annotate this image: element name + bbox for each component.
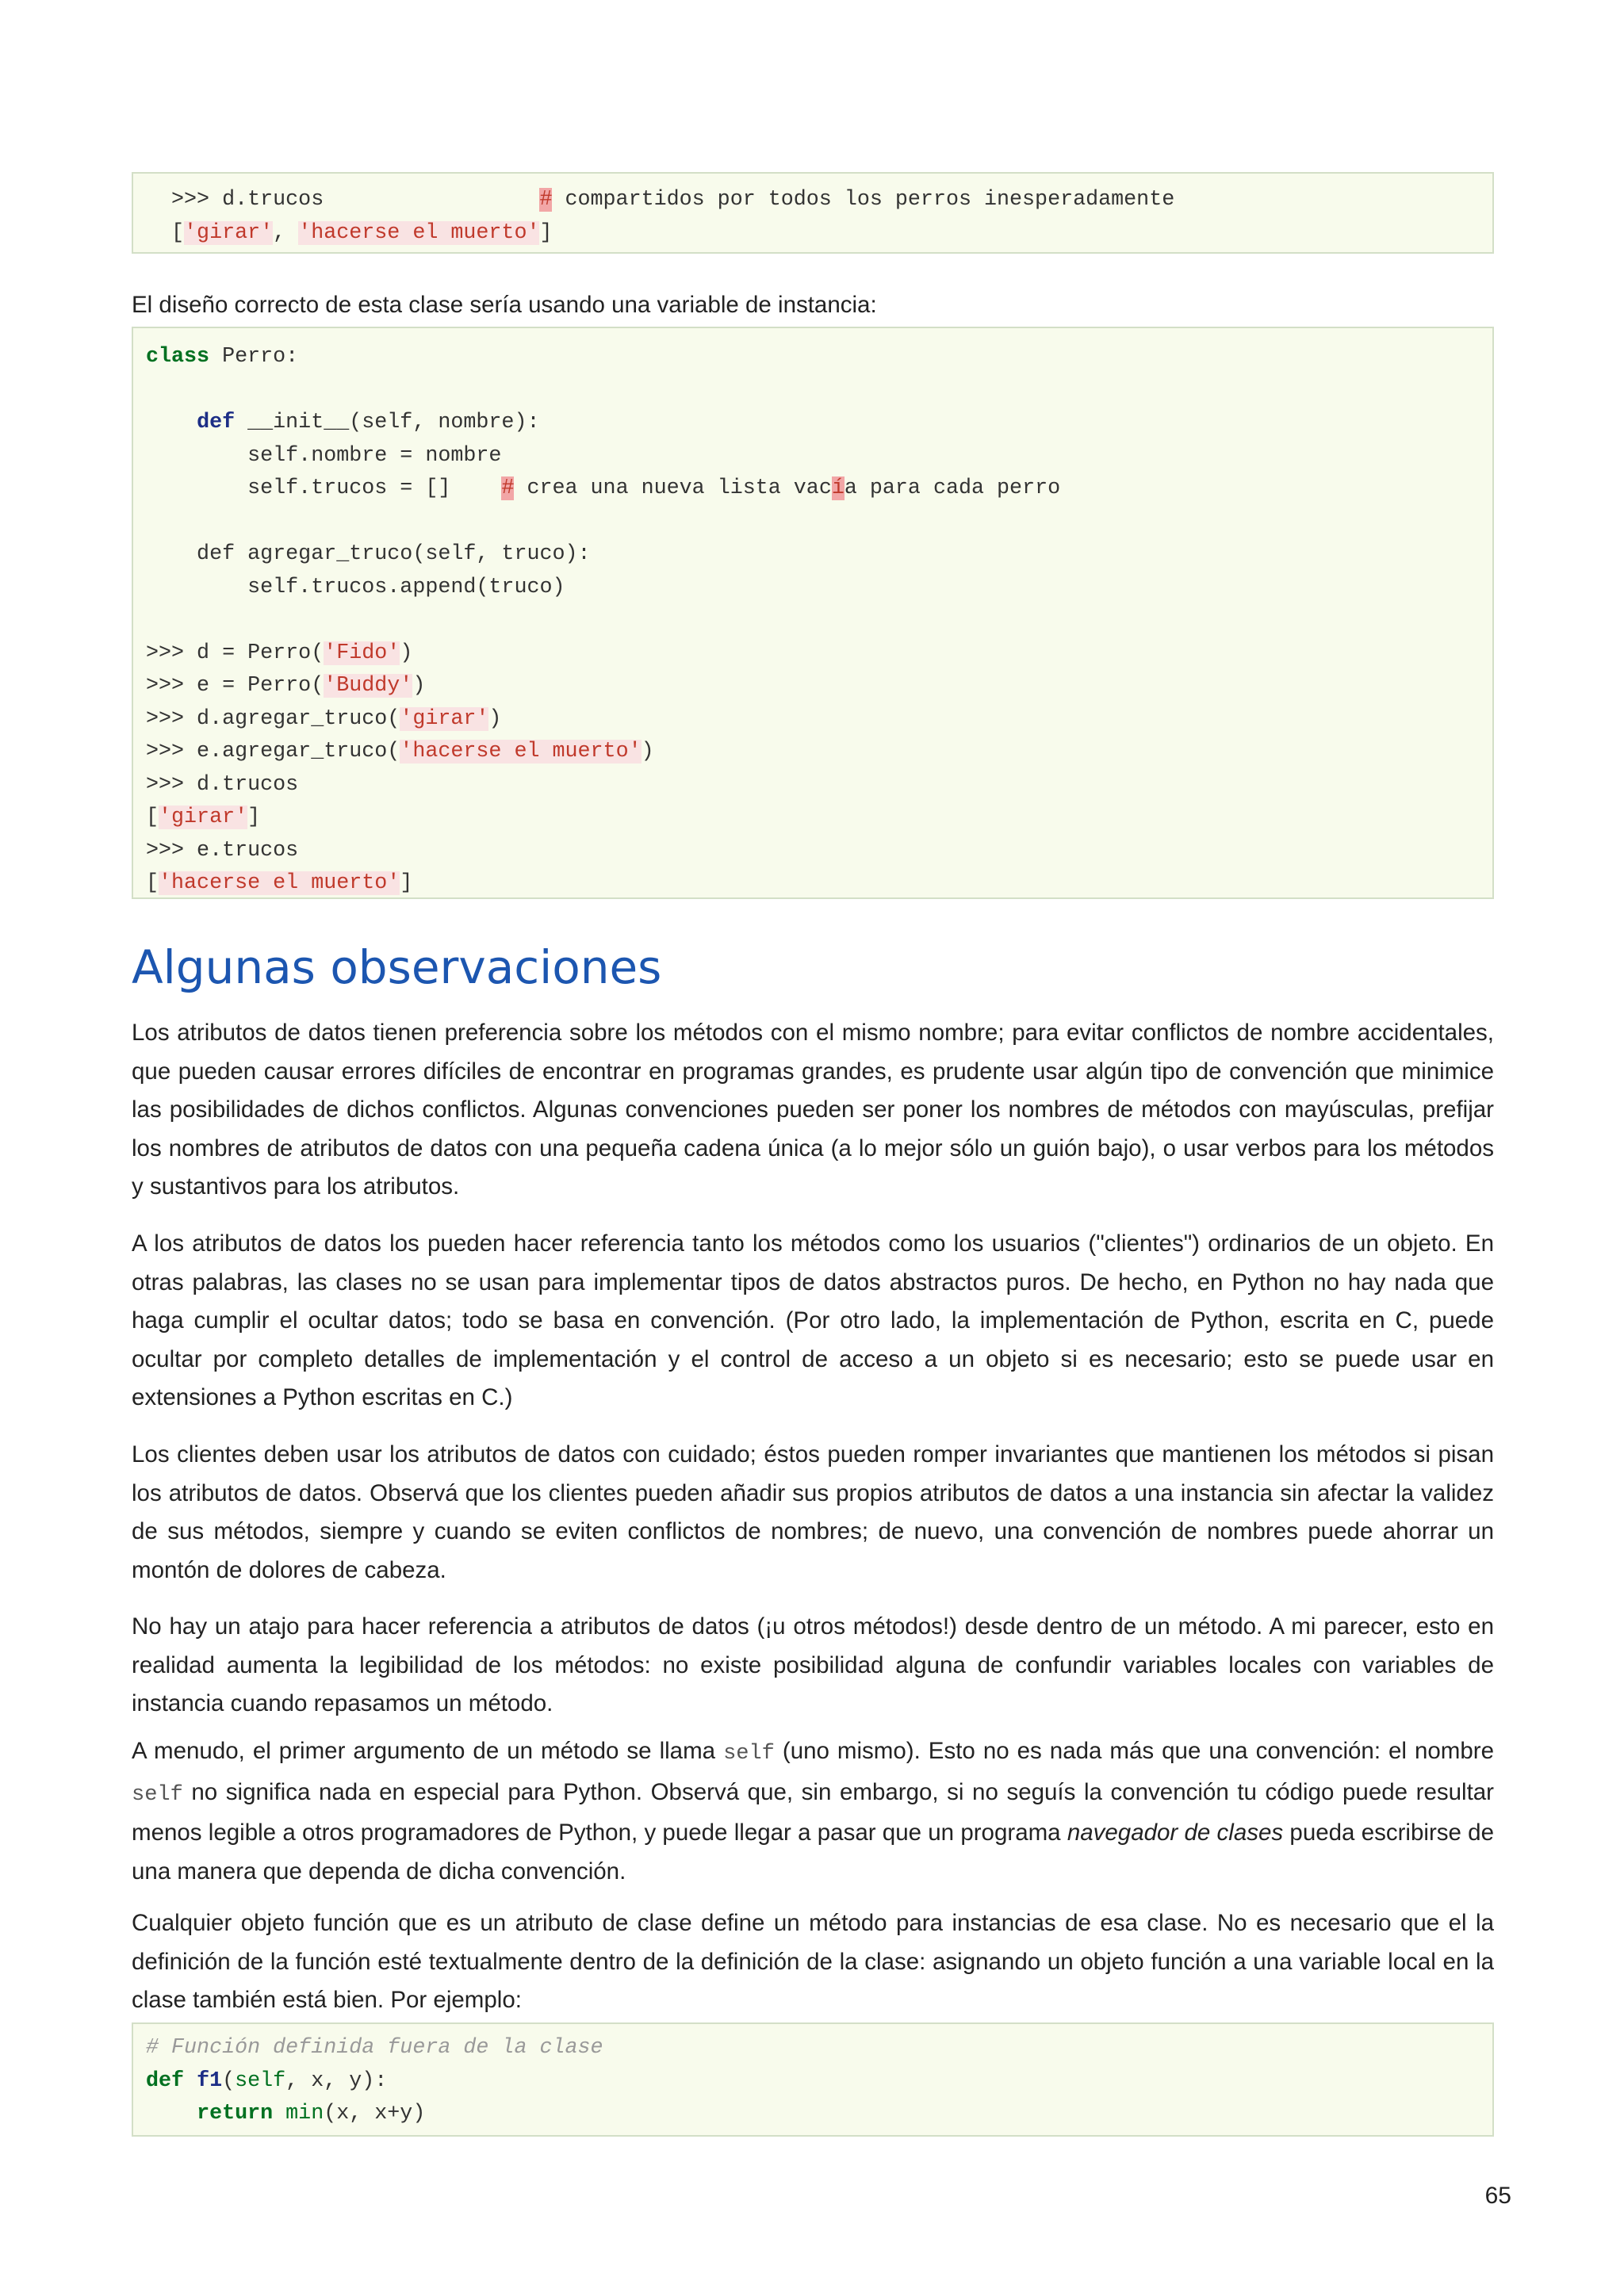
page-number: 65 bbox=[1484, 2183, 1511, 2209]
paragraph-run-text: No hay un atajo para hacer referencia a atributos de datos (¡u otros métodos!) desde dentro de un método. A mi parecer, esto en realidad aumenta la legibilidad de los métodos: no existe posibilidad alguna de confundir variables locales con variables de instancia cuando repasamos un método. bbox=[132, 1613, 1494, 1716]
code-token-text: self.trucos.append(truco) bbox=[146, 575, 565, 599]
code-token-str: 'girar' bbox=[400, 706, 489, 731]
intro-paragraph: El diseño correcto de esta clase sería usando una variable de instancia: bbox=[132, 292, 877, 318]
code-line bbox=[146, 2098, 1492, 2131]
paragraph-run-text: Cualquier objeto función que es un atributo de clase define un método para instancias de esa clase. No es necesario que el la definición de la función esté textualmente dentro de la definición de la clase: asignando un objeto función a una variable local en la clase también está bien. Por ejemplo: bbox=[132, 1910, 1494, 2013]
code-token-text: (x, x+y) bbox=[324, 2102, 426, 2126]
code-token-kw: return bbox=[197, 2102, 274, 2126]
code-token-text: , x, y): bbox=[285, 2068, 388, 2093]
code-line bbox=[146, 703, 1492, 737]
code-token-fn: f1 bbox=[197, 2068, 223, 2093]
code-block-top bbox=[132, 172, 1494, 254]
code-token-text: ) bbox=[488, 706, 502, 731]
code-line bbox=[146, 2032, 1492, 2065]
paragraph-run-mono: self bbox=[132, 1782, 183, 1807]
code-token-text: Perro: bbox=[209, 345, 299, 369]
code-token-text: ) bbox=[412, 674, 426, 698]
code-line bbox=[146, 604, 1492, 637]
code-token-text: self.trucos = [] bbox=[146, 476, 502, 500]
code-token-err: # bbox=[501, 476, 515, 500]
code-line bbox=[146, 867, 1492, 901]
code-token-text: >>> d.trucos bbox=[146, 188, 540, 212]
code-token-text: >>> d = Perro( bbox=[146, 641, 324, 665]
code-token-text: compartidos por todos los perros inesperadamente bbox=[552, 188, 1175, 212]
code-token-text: [ bbox=[146, 220, 185, 245]
code-token-text bbox=[273, 2102, 285, 2126]
code-token-text: a para cada perro bbox=[844, 476, 1061, 500]
code-token-text: ( bbox=[222, 2068, 236, 2093]
code-token-sf: self bbox=[235, 2068, 286, 2093]
code-line bbox=[146, 736, 1492, 769]
code-line bbox=[146, 670, 1492, 703]
code-token-kw: class bbox=[146, 345, 210, 369]
code-token-text bbox=[184, 2069, 197, 2093]
code-line bbox=[146, 374, 1492, 408]
code-token-str: 'hacerse el muerto' bbox=[298, 220, 540, 245]
code-token-text: >>> e.agregar_truco( bbox=[146, 740, 400, 763]
paragraph-run-text: Los atributos de datos tienen preferencia sobre los métodos con el mismo nombre; para evitar conflictos de nombre accidentales, que pueden causar errores difíciles de encontrar en programas grandes, es prudente usar algún tipo de convención que minimice las posibilidades de dichos conflictos. Algunas convenciones pueden ser poner los nombres de métodos con mayúsculas, prefijar los nombres de atributos de datos con una pequeña cadena única (a lo mejor sólo un guión bajo), o usar verbos para los métodos y sustantivos para los atributos. bbox=[132, 1020, 1494, 1200]
paragraph-3 bbox=[132, 1436, 1494, 1590]
code-token-text: >>> d.agregar_truco( bbox=[146, 706, 400, 731]
paragraph-run-text: (uno mismo). Esto no es nada más que una convención: el nombre bbox=[774, 1738, 1494, 1764]
code-line bbox=[146, 217, 1492, 251]
code-line bbox=[146, 440, 1492, 473]
code-token-text: >>> d.trucos bbox=[146, 772, 299, 797]
paragraph-2 bbox=[132, 1225, 1494, 1418]
code-token-text: >>> e.trucos bbox=[146, 838, 299, 863]
code-token-text: def agregar_truco(self, truco): bbox=[146, 542, 591, 566]
code-line bbox=[146, 2065, 1492, 2099]
paragraph-5 bbox=[132, 1732, 1494, 1891]
code-token-err: # bbox=[539, 188, 553, 212]
code-line bbox=[146, 769, 1492, 802]
code-line bbox=[146, 538, 1492, 572]
code-line bbox=[146, 572, 1492, 605]
paragraph-run-text: A menudo, el primer argumento de un método se llama bbox=[132, 1738, 724, 1764]
code-token-text bbox=[146, 2102, 197, 2126]
code-token-text: >>> e = Perro( bbox=[146, 674, 324, 698]
code-token-text: __init__(self, nombre): bbox=[235, 411, 540, 434]
section-heading: Algunas observaciones bbox=[132, 940, 662, 994]
code-token-str: 'girar' bbox=[159, 806, 248, 829]
code-token-text: , bbox=[273, 220, 299, 245]
code-token-text: ] bbox=[400, 871, 413, 895]
paragraph-run-i: navegador de clases bbox=[1067, 1820, 1284, 1846]
paragraph-run-text: pueda escribirse de una manera que dependa de dicha convención. bbox=[132, 1820, 1494, 1885]
paragraph-1 bbox=[132, 1014, 1494, 1207]
paragraph-run-text: A los atributos de datos los pueden hacer referencia tanto los métodos como los usuarios ("clientes") ordinarios de un objeto. En otras palabras, las clases no se usan para implementar tipos de datos abstractos puros. De hecho, en Python no hay nada que haga cumplir el ocultar datos; todo se basa en convención. (Por otro lado, la implementación de Python, escrita en C, puede ocultar por completo detalles de implementación y el control de acceso a un objeto si es necesario; esto se puede usar en extensiones a Python escritas en C.) bbox=[132, 1230, 1494, 1410]
code-block-bottom bbox=[132, 2022, 1494, 2137]
code-token-bi: min bbox=[285, 2102, 324, 2126]
paragraph-run-text: no significa nada en especial para Python. Observá que, sin embargo, si no seguís la convención tu código puede resultar menos legible a otros programadores de Python, y puede llegar a pasar que un programa bbox=[132, 1778, 1494, 1846]
code-token-str: 'hacerse el muerto' bbox=[159, 871, 400, 895]
code-token-cm: # Función definida fuera de la clase bbox=[146, 2036, 603, 2060]
code-line bbox=[146, 407, 1492, 440]
code-token-text: ] bbox=[247, 806, 261, 829]
code-line bbox=[146, 637, 1492, 671]
code-line bbox=[146, 184, 1492, 217]
paragraph-run-text: Los clientes deben usar los atributos de datos con cuidado; éstos pueden romper invariantes que mantienen los métodos si pisan los atributos de datos. Observá que los clientes pueden añadir sus propios atributos de datos a una instancia sin afectar la validez de sus métodos, siempre y cuando se eviten conflictos de nombres; de nuevo, una convención de nombres puede ahorrar un montón de dolores de cabeza. bbox=[132, 1441, 1494, 1583]
paragraph-run-mono: self bbox=[723, 1742, 775, 1766]
code-token-kwb: def bbox=[197, 411, 236, 434]
code-token-text: [ bbox=[146, 871, 159, 895]
code-line bbox=[146, 802, 1492, 835]
code-token-kw: def bbox=[146, 2068, 185, 2093]
code-token-err: í bbox=[831, 476, 845, 500]
code-token-str: 'Buddy' bbox=[324, 674, 413, 698]
code-token-text: ] bbox=[539, 220, 553, 245]
code-token-str: 'Fido' bbox=[324, 641, 400, 665]
code-token-str: 'hacerse el muerto' bbox=[400, 740, 642, 763]
code-token-text: ) bbox=[641, 740, 654, 763]
paragraph-4 bbox=[132, 1608, 1494, 1724]
code-token-text bbox=[146, 411, 197, 434]
code-line bbox=[146, 473, 1492, 506]
code-line bbox=[146, 835, 1492, 868]
code-token-text: crea una nueva lista vac bbox=[514, 476, 832, 500]
code-line bbox=[146, 341, 1492, 374]
code-block-class-definition bbox=[132, 327, 1494, 899]
code-line bbox=[146, 506, 1492, 539]
code-token-text: ) bbox=[400, 641, 413, 665]
paragraph-6 bbox=[132, 1904, 1494, 2020]
code-token-str: 'girar' bbox=[184, 220, 274, 245]
code-token-text: self.nombre = nombre bbox=[146, 443, 502, 468]
code-token-text: [ bbox=[146, 806, 159, 829]
